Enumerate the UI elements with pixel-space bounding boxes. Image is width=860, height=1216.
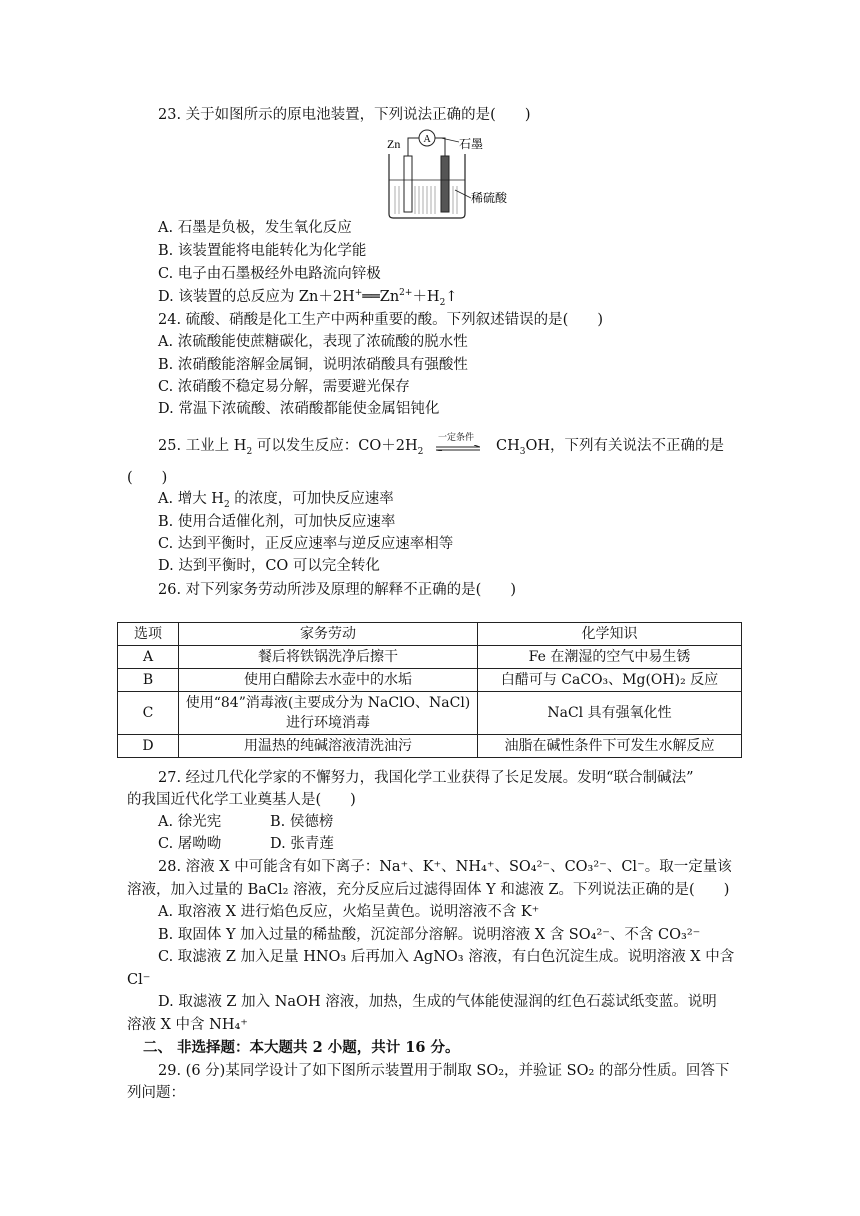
table-cell: 油脂在碱性条件下可发生水解反应 (478, 735, 742, 758)
graphite-label: 石墨 (459, 137, 484, 151)
q24-option-c: C. 浓硝酸不稳定易分解，需要避光保存 (158, 379, 410, 395)
q27-line2: 的我国近代化学工业奠基人是( ) (127, 792, 356, 808)
q28-option-d-cont: 溶液 X 中含 NH₄⁺ (127, 1017, 248, 1033)
table-cell: Fe 在潮湿的空气中易生锈 (478, 646, 742, 669)
q28-option-c-cont: Cl⁻ (127, 972, 151, 988)
q25-option-c: C. 达到平衡时，正反应速率与逆反应速率相等 (158, 536, 454, 552)
q25-stem: 25. 工业上 $H_2$ 可以发生反应：$CO+2H_2$ (158, 438, 424, 457)
zinc-electrode (404, 156, 412, 212)
q28-option-b: B. 取固体 Y 加入过量的稀盐酸，沉淀部分溶解。说明溶液 X 含 SO₄²⁻、不含 CO₃²⁻ (158, 927, 701, 943)
table-cell: B (118, 669, 179, 692)
q27-option-a: A. 徐光宪 (158, 814, 222, 830)
reaction-condition: 一定条件 (438, 433, 475, 443)
table-cell: NaCl 具有强氧化性 (478, 692, 742, 735)
acid-label: 稀硫酸 (471, 191, 508, 205)
reversible-arrow-icon (436, 445, 480, 451)
q24-stem: 24. 硫酸、硝酸是化工生产中两种重要的酸。下列叙述错误的是( ) (158, 312, 603, 328)
table-cell: 白醋可与 CaCO₃、Mg(OH)₂ 反应 (478, 669, 742, 692)
q27-option-b: B. 侯德榜 (270, 814, 334, 830)
q27-option-d: D. 张青莲 (270, 836, 334, 852)
q28-option-a: A. 取溶液 X 进行焰色反应，火焰呈黄色。说明溶液不含 K⁺ (158, 904, 540, 920)
q25-option-a: A. 增大 $H_2$ 的浓度，可加快反应速率 (158, 491, 394, 510)
q26-table (117, 622, 742, 758)
q23-option-c: C. 电子由石墨极经外电路流向锌极 (158, 266, 381, 282)
table-cell: C (118, 692, 179, 735)
q25-option-b: B. 使用合适催化剂，可加快反应速率 (158, 514, 396, 530)
table-header: 化学知识 (478, 623, 742, 646)
q25-paren: ( ) (127, 470, 168, 486)
table-cell: A (118, 646, 179, 669)
q24-option-d: D. 常温下浓硫酸、浓硝酸都能使金属铝钝化 (158, 401, 440, 417)
table-row (118, 669, 742, 692)
table-row (118, 692, 742, 735)
table-cell: 使用“84”消毒液(主要成分为 NaClO、NaCl) 进行环境消毒 (179, 692, 478, 735)
zn-label: Zn (387, 137, 401, 151)
q24-option-b: B. 浓硝酸能溶解金属铜，说明浓硝酸具有强酸性 (158, 357, 468, 373)
q27-line1: 27. 经过几代化学家的不懈努力，我国化学工业获得了长足发展。发明“联合制碱法” (158, 770, 694, 786)
q28-option-d: D. 取滤液 Z 加入 NaOH 溶液，加热，生成的气体能使湿润的红色石蕊试纸变蓝。说明 (158, 994, 717, 1010)
q26-stem: 26. 对下列家务劳动所涉及原理的解释不正确的是( ) (158, 582, 516, 598)
graphite-electrode (441, 156, 449, 212)
q23-option-a: A. 石墨是负极，发生氧化反应 (158, 220, 352, 236)
table-cell: D (118, 735, 179, 758)
q23-stem: 23. 关于如图所示的原电池装置，下列说法正确的是( ) (158, 107, 531, 123)
ammeter-label: A (423, 134, 431, 145)
q25-stem-cont: $CH_3OH$，下列有关说法不正确的是 (496, 438, 725, 457)
table-row (118, 646, 742, 669)
table-cell: 使用白醋除去水壶中的水垢 (179, 669, 478, 692)
q24-option-a: A. 浓硫酸能使蔗糖碳化，表现了浓硫酸的脱水性 (158, 334, 468, 350)
table-header: 家务劳动 (179, 623, 478, 646)
table-row (118, 735, 742, 758)
table-header-row (118, 623, 742, 646)
q27-option-c: C. 屠呦呦 (158, 836, 222, 852)
q28-line2: 溶液，加入过量的 BaCl₂ 溶液，充分反应后过滤得固体 Y 和滤液 Z。下列说法正确的是( ) (127, 882, 730, 898)
table-cell: 餐后将铁锅洗净后擦干 (179, 646, 478, 669)
table-cell: 用温热的纯碱溶液清洗油污 (179, 735, 478, 758)
q28-option-c: C. 取滤液 Z 加入足量 HNO₃ 后再加入 AgNO₃ 溶液，有白色沉淀生成。说明溶液 X 中含 (158, 949, 735, 965)
q23-option-d: D. 该装置的总反应为 $Zn+2H^+══Zn^{2+}+H_2↑$ (158, 288, 458, 308)
galvanic-cell-figure (385, 128, 515, 220)
q29-line2: 列问题： (127, 1085, 185, 1101)
q28-line1: 28. 溶液 X 中可能含有如下离子：Na⁺、K⁺、NH₄⁺、SO₄²⁻、CO₃²⁻、Cl⁻。取一定量该 (158, 859, 732, 875)
table-header: 选项 (118, 623, 179, 646)
q29-line1: 29. (6 分)某同学设计了如下图所示装置用于制取 SO₂，并验证 SO₂ 的部分性质。回答下 (158, 1063, 730, 1079)
q25-option-d: D. 达到平衡时，CO 可以完全转化 (158, 558, 380, 574)
q23-option-b: B. 该装置能将电能转化为化学能 (158, 243, 367, 259)
section-heading: 二、 非选择题：本大题共 2 小题，共计 16 分。 (143, 1039, 460, 1056)
